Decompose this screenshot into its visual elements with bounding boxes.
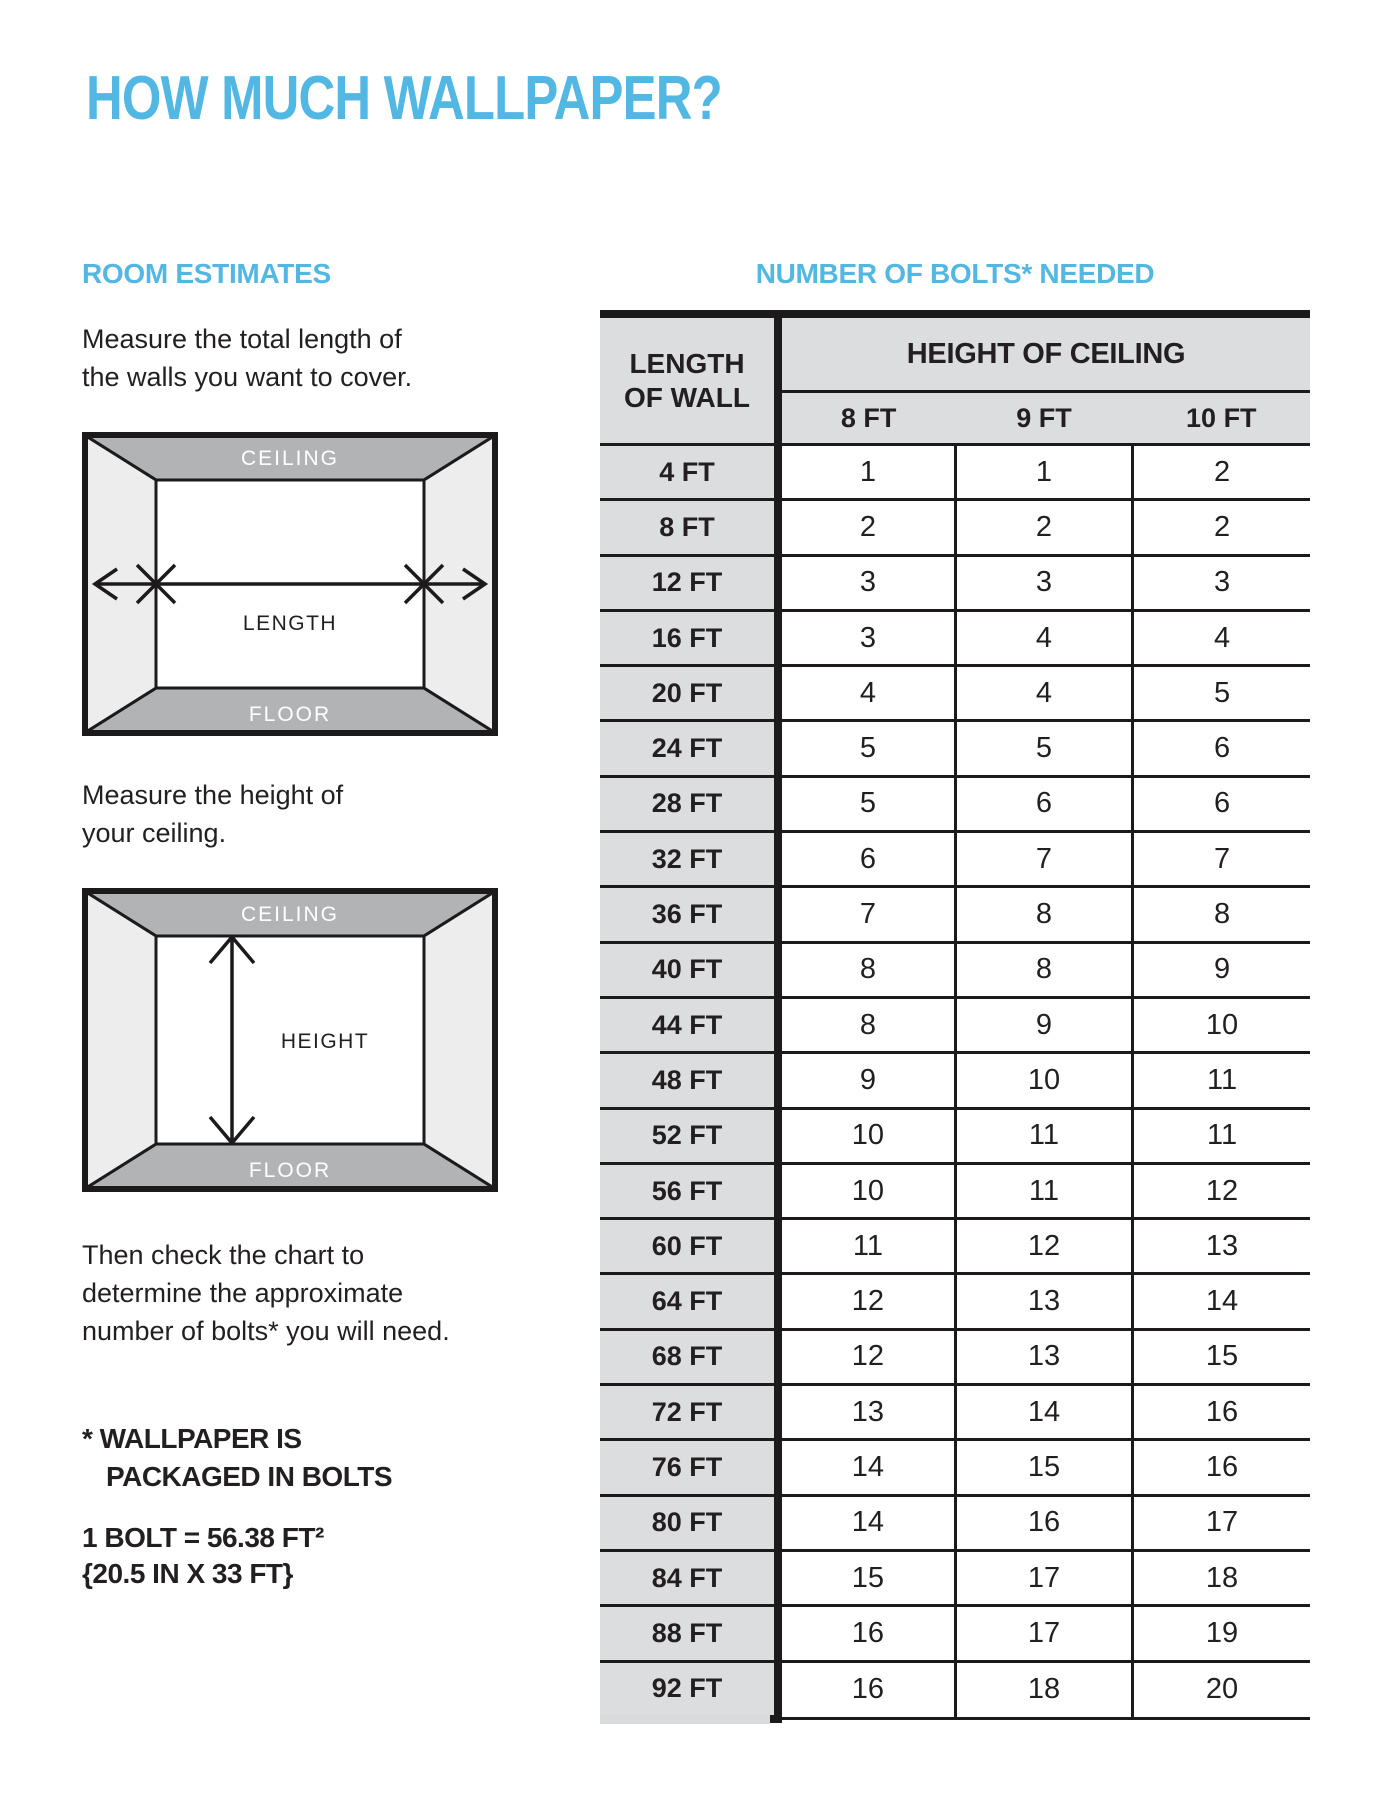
wall-length-cell: 72 FT (600, 1385, 778, 1440)
bolt-count-cell: 14 (1133, 1274, 1310, 1329)
text-line: number of bolts* you will need. (82, 1316, 450, 1346)
bolt-count-cell: 14 (955, 1385, 1132, 1440)
wall-length-cell: 48 FT (600, 1053, 778, 1108)
table-row (600, 1385, 1310, 1440)
bolt-footnote (82, 1420, 392, 1496)
bolt-count-cell: 15 (1133, 1329, 1310, 1384)
bolt-count-cell: 14 (778, 1440, 955, 1495)
bolt-count-cell: 13 (955, 1329, 1132, 1384)
column-header-10ft: 10 FT (1133, 392, 1310, 445)
bolt-count-cell: 3 (1133, 555, 1310, 610)
bolt-count-cell: 18 (1133, 1550, 1310, 1605)
bolt-count-cell: 5 (778, 776, 955, 831)
wall-length-cell: 32 FT (600, 832, 778, 887)
bolt-count-cell: 10 (778, 1108, 955, 1163)
bolt-count-cell: 13 (1133, 1219, 1310, 1274)
text-line: OF WALL (624, 381, 750, 413)
wall-length-cell: 64 FT (600, 1274, 778, 1329)
bolt-count-cell: 20 (1133, 1661, 1310, 1719)
bolt-count-cell: 7 (955, 832, 1132, 887)
bolt-count-cell: 2 (955, 500, 1132, 555)
bolt-count-cell: 9 (778, 1053, 955, 1108)
table-row (600, 1440, 1310, 1495)
text-line: Measure the height of (82, 780, 344, 810)
wall-length-cell: 60 FT (600, 1219, 778, 1274)
bolts-table-body (600, 314, 1310, 1719)
length-label: LENGTH (242, 612, 338, 635)
bolt-count-cell: 6 (1133, 721, 1310, 776)
step-3-text (82, 1236, 450, 1350)
bolt-dimensions: {20.5 IN X 33 FT} (82, 1558, 293, 1589)
table-row (600, 776, 1310, 831)
wall-length-cell: 40 FT (600, 942, 778, 997)
bolt-count-cell: 9 (955, 997, 1132, 1052)
table-row (600, 445, 1310, 500)
bolt-count-cell: 1 (955, 445, 1132, 500)
bolt-count-cell: 17 (955, 1606, 1132, 1661)
bolt-count-cell: 5 (955, 721, 1132, 776)
wall-length-cell: 56 FT (600, 1163, 778, 1218)
bolt-equation: 1 BOLT = 56.38 FT² (82, 1522, 324, 1553)
bolt-count-cell: 4 (955, 666, 1132, 721)
bolt-count-cell: 4 (778, 666, 955, 721)
step-2-text (82, 776, 343, 852)
text-line: Then check the chart to (82, 1240, 365, 1270)
table-row (600, 1163, 1310, 1218)
column-header-9ft: 9 FT (955, 392, 1132, 445)
wall-length-cell: 92 FT (600, 1661, 778, 1719)
table-row (600, 1661, 1310, 1719)
table-row (600, 1495, 1310, 1550)
ceiling-label: CEILING (240, 447, 340, 470)
bolt-count-cell: 11 (955, 1108, 1132, 1163)
bolt-count-cell: 12 (778, 1329, 955, 1384)
table-row (600, 1219, 1310, 1274)
wall-length-cell: 68 FT (600, 1329, 778, 1384)
table-row (600, 942, 1310, 997)
text-line: your ceiling. (82, 818, 227, 848)
bolt-count-cell: 5 (778, 721, 955, 776)
bolt-count-cell: 8 (1133, 887, 1310, 942)
bolt-count-cell: 13 (955, 1274, 1132, 1329)
ceiling-label: CEILING (240, 903, 340, 926)
text-line: Measure the total length of (82, 324, 402, 354)
bolt-count-cell: 16 (778, 1606, 955, 1661)
ceiling-height-header: HEIGHT OF CEILING (778, 314, 1310, 392)
wall-length-cell: 20 FT (600, 666, 778, 721)
step-1-text (82, 320, 412, 396)
bolt-count-cell: 2 (778, 500, 955, 555)
wall-length-cell: 52 FT (600, 1108, 778, 1163)
wall-length-cell: 84 FT (600, 1550, 778, 1605)
column-header-8ft: 8 FT (778, 392, 955, 445)
bolt-count-cell: 11 (955, 1163, 1132, 1218)
bolt-count-cell: 8 (778, 997, 955, 1052)
wall-length-cell: 76 FT (600, 1440, 778, 1495)
bolts-table-heading: NUMBER OF BOLTS* NEEDED (755, 258, 1155, 289)
bolt-count-cell: 11 (778, 1219, 955, 1274)
bolt-count-cell: 7 (1133, 832, 1310, 887)
bolt-count-cell: 5 (1133, 666, 1310, 721)
table-row (600, 610, 1310, 665)
table-row (600, 555, 1310, 610)
bolt-count-cell: 4 (955, 610, 1132, 665)
bolt-count-cell: 3 (778, 610, 955, 665)
table-row (600, 997, 1310, 1052)
table-row (600, 500, 1310, 555)
bolt-count-cell: 9 (1133, 942, 1310, 997)
bolts-table (600, 310, 1310, 1723)
bolt-count-cell: 18 (955, 1661, 1132, 1719)
table-row (600, 1329, 1310, 1384)
floor-label: FLOOR (248, 703, 332, 726)
bolt-count-cell: 11 (1133, 1053, 1310, 1108)
bolt-count-cell: 14 (778, 1495, 955, 1550)
bolt-count-cell: 3 (955, 555, 1132, 610)
table-row (600, 1606, 1310, 1661)
bolt-count-cell: 12 (778, 1274, 955, 1329)
bolt-count-cell: 15 (955, 1440, 1132, 1495)
wall-length-cell: 16 FT (600, 610, 778, 665)
wall-length-cell: 88 FT (600, 1606, 778, 1661)
left-wall-face (86, 892, 156, 1188)
text-line: PACKAGED IN BOLTS (106, 1461, 393, 1492)
room-estimates-heading: ROOM ESTIMATES (82, 258, 331, 289)
bolt-count-cell: 1 (778, 445, 955, 500)
bolt-count-cell: 2 (1133, 500, 1310, 555)
bolt-count-cell: 6 (1133, 776, 1310, 831)
right-wall-face (424, 892, 494, 1188)
wall-length-cell: 44 FT (600, 997, 778, 1052)
height-label: HEIGHT (280, 1030, 370, 1053)
wall-length-cell: 4 FT (600, 445, 778, 500)
bolt-count-cell: 10 (955, 1053, 1132, 1108)
table-header-row (600, 314, 1310, 392)
bolt-count-cell: 8 (955, 887, 1132, 942)
floor-label: FLOOR (248, 1159, 332, 1182)
table-row (600, 721, 1310, 776)
wall-length-cell: 36 FT (600, 887, 778, 942)
bolt-count-cell: 17 (955, 1550, 1132, 1605)
wall-length-header (600, 314, 778, 445)
ceiling-height-diagram (82, 888, 498, 1192)
bolt-count-cell: 6 (955, 776, 1132, 831)
bolt-count-cell: 15 (778, 1550, 955, 1605)
bolt-count-cell: 16 (1133, 1385, 1310, 1440)
text-line: * WALLPAPER IS (82, 1423, 302, 1454)
bolt-count-cell: 16 (778, 1661, 955, 1719)
bolt-count-cell: 8 (955, 942, 1132, 997)
text-line: the walls you want to cover. (82, 362, 413, 392)
table-footer-strip (600, 1715, 770, 1724)
bolt-count-cell: 3 (778, 555, 955, 610)
table-row (600, 1274, 1310, 1329)
table-row (600, 1053, 1310, 1108)
wall-length-cell: 8 FT (600, 500, 778, 555)
bolt-count-cell: 4 (1133, 610, 1310, 665)
wall-length-cell: 28 FT (600, 776, 778, 831)
table-row (600, 666, 1310, 721)
bolt-count-cell: 6 (778, 832, 955, 887)
table-row (600, 887, 1310, 942)
text-line: determine the approximate (82, 1278, 404, 1308)
bolt-count-cell: 12 (1133, 1163, 1310, 1218)
bolt-count-cell: 10 (778, 1163, 955, 1218)
bolt-count-cell: 19 (1133, 1606, 1310, 1661)
bolt-count-cell: 13 (778, 1385, 955, 1440)
wall-length-cell: 80 FT (600, 1495, 778, 1550)
text-line: LENGTH (629, 347, 745, 379)
bolt-count-cell: 10 (1133, 997, 1310, 1052)
table-row (600, 1108, 1310, 1163)
bolt-count-cell: 12 (955, 1219, 1132, 1274)
bolt-count-cell: 16 (955, 1495, 1132, 1550)
bolt-count-cell: 8 (778, 942, 955, 997)
bolt-count-cell: 11 (1133, 1108, 1310, 1163)
table-row (600, 1550, 1310, 1605)
room-length-diagram (82, 432, 498, 736)
bolt-count-cell: 17 (1133, 1495, 1310, 1550)
wall-length-cell: 12 FT (600, 555, 778, 610)
page-title: HOW MUCH WALLPAPER? (86, 64, 722, 133)
bolt-count-cell: 7 (778, 887, 955, 942)
bolt-count-cell: 16 (1133, 1440, 1310, 1495)
table-row (600, 832, 1310, 887)
bolt-count-cell: 2 (1133, 445, 1310, 500)
wall-length-cell: 24 FT (600, 721, 778, 776)
